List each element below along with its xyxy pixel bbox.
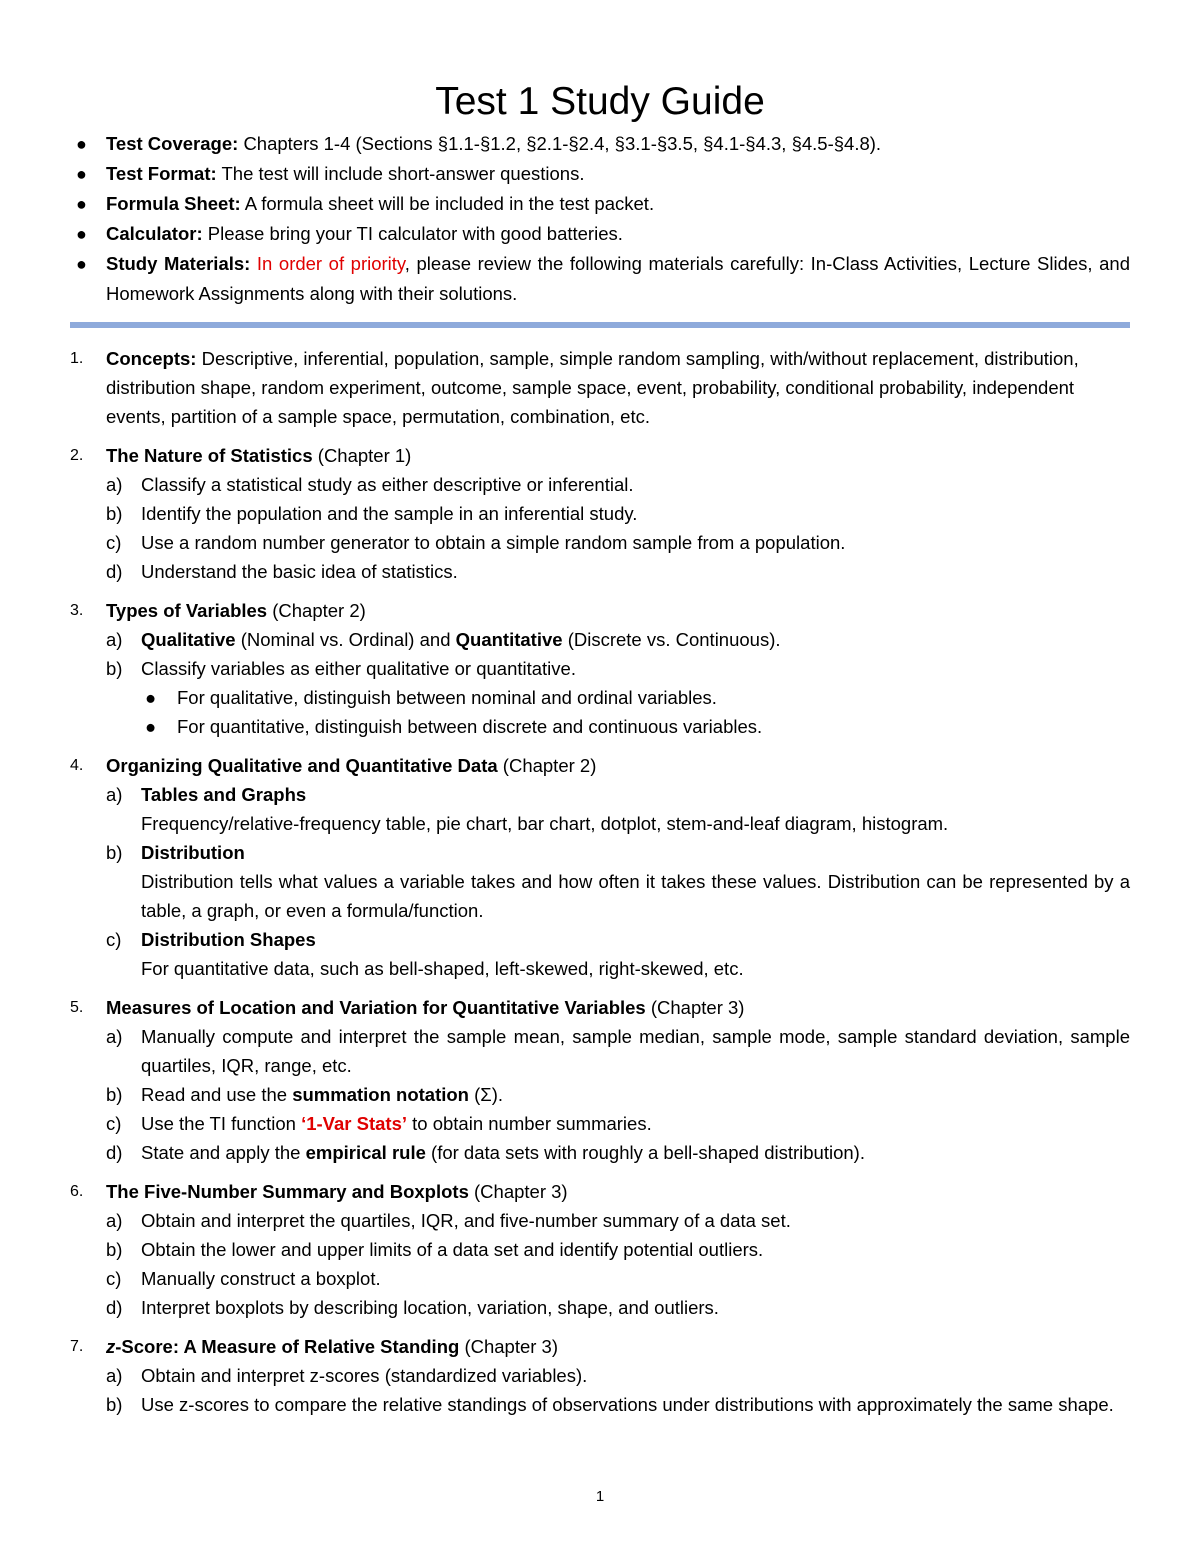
list-item: d) State and apply the empirical rule (for data sets with roughly a bell-shaped distribution). [106, 1142, 865, 1163]
list-item: a) Qualitative (Nominal vs. Ordinal) and Quantitative (Discrete vs. Continuous). [106, 629, 781, 650]
list-item: c) Manually construct a boxplot. [106, 1268, 381, 1289]
list-item: b) Classify variables as either qualitative or quantitative. ● For qualitative, distinguish between nominal and ordinal variables. ● For quantitative, distinguish between discrete and continuous variables. [106, 654, 1130, 741]
section-z-score: 7. z-Score: A Measure of Relative Standing (Chapter 3) a) Obtain and interpret z-scores (standardized variables). b) Use z-scores to compare the relative standings of observations under distributions with approximately the same shape. [70, 1332, 1130, 1419]
section-nature-of-statistics: 2. The Nature of Statistics (Chapter 1) a) Classify a statistical study as either descriptive or inferential. b) Identify the population and the sample in an inferential study. c) Use a random number generator to obtain a simple random sample from a population. d) Understand the basic idea of statistics. [70, 441, 1130, 586]
list-item: b) Use z-scores to compare the relative standings of observations under distributions with approximately the same shape. [106, 1394, 1114, 1415]
bullet-icon: ● [76, 254, 87, 274]
list-item: b) Identify the population and the sample in an inferential study. [106, 503, 638, 524]
section-divider [70, 322, 1130, 328]
list-item: d) Interpret boxplots by describing location, variation, shape, and outliers. [106, 1297, 719, 1318]
section-measures: 5. Measures of Location and Variation for Quantitative Variables (Chapter 3) a) Manually compute and interpret the sample mean, sample median, sample mode, sample standard deviation, sample quartiles, IQR, range, etc. b) Read and use the summation notation (Σ). c) Use the TI function ‘1-Var Stats’ to obtain number summaries. d) State and apply the empirical rule (for data sets with roughly a bell-shaped distribution). [70, 993, 1130, 1167]
bullet-icon: ● [76, 224, 87, 244]
page-number: 1 [595, 1488, 605, 1505]
bullet-icon: ● [76, 194, 87, 214]
bullet-icon: ● [76, 164, 87, 184]
overview-formula: ● Formula Sheet: A formula sheet will be included in the test packet. [70, 189, 1130, 219]
section-five-number-summary: 6. The Five-Number Summary and Boxplots (Chapter 3) a) Obtain and interpret the quartiles, IQR, and five-number summary of a data set. b) Obtain the lower and upper limits of a data set and identify potential outliers. c) Manually construct a boxplot. d) Interpret boxplots by describing location, variation, shape, and outliers. [70, 1177, 1130, 1322]
overview-calculator: ● Calculator: Please bring your TI calculator with good batteries. [70, 219, 1130, 249]
page-title: Test 1 Study Guide [435, 80, 765, 123]
bullet-icon: ● [145, 687, 157, 708]
bullet-icon: ● [145, 716, 157, 737]
bullet-icon: ● [76, 134, 87, 154]
overview-format: ● Test Format: The test will include short-answer questions. [70, 159, 1130, 189]
section-concepts: 1. Concepts: Descriptive, inferential, population, sample, simple random sampling, with/without replacement, distribution, distribution shape, random experiment, outcome, sample space, event, probability, conditional probability, independent events, partition of a sample space, permutation, combination, etc. [70, 348, 1079, 427]
list-item: d) Understand the basic idea of statistics. [106, 561, 458, 582]
overview-list [70, 129, 1130, 309]
list-item: c) Use the TI function ‘1-Var Stats’ to obtain number summaries. [106, 1113, 652, 1134]
list-item: b) Obtain the lower and upper limits of a data set and identify potential outliers. [106, 1239, 764, 1260]
list-item: a) Obtain and interpret z-scores (standardized variables). [106, 1365, 588, 1386]
overview-coverage: ● Test Coverage: Chapters 1-4 (Sections §1.1-§1.2, §2.1-§2.4, §3.1-§3.5, §4.1-§4.3, §4.5-§4.8). [70, 129, 1130, 159]
topics-list [70, 344, 1130, 1429]
sub-bullet: ● For quantitative, distinguish between discrete and continuous variables. [141, 712, 1130, 741]
section-organizing-data: 4. Organizing Qualitative and Quantitative Data (Chapter 2) a) Tables and Graphs Frequency/relative-frequency table, pie chart, bar chart, dotplot, stem-and-leaf diagram, histogram. b) Distribution Distribution tells what values a variable takes and how often it takes these values. Distribution can be represented by a table, a graph, or even a formula/function. c) Distribution Shapes For quantitative data, such as bell-shaped, left-skewed, right-skewed, etc. [70, 751, 1130, 983]
list-item: a) Manually compute and interpret the sample mean, sample median, sample mode, sample standard deviation, sample quartiles, IQR, range, etc. [106, 1026, 1130, 1076]
list-item: a) Classify a statistical study as either descriptive or inferential. [106, 474, 634, 495]
overview-materials: ● Study Materials: In order of priority, please review the following materials carefully: In-Class Activities, Lecture Slides, and Homework Assignments along with their solutions. [70, 249, 1130, 309]
list-item: a) Tables and Graphs Frequency/relative-frequency table, pie chart, bar chart, dotplot, stem-and-leaf diagram, histogram. [106, 784, 949, 834]
list-item: b) Distribution Distribution tells what values a variable takes and how often it takes these values. Distribution can be represented by a table, a graph, or even a formula/function. [106, 842, 1130, 921]
list-item: a) Obtain and interpret the quartiles, IQR, and five-number summary of a data set. [106, 1210, 791, 1231]
sub-bullet: ● For qualitative, distinguish between nominal and ordinal variables. [141, 683, 1130, 712]
list-item: c) Use a random number generator to obtain a simple random sample from a population. [106, 532, 846, 553]
section-types-of-variables: 3. Types of Variables (Chapter 2) a) Qualitative (Nominal vs. Ordinal) and Quantitative (Discrete vs. Continuous). b) Classify variables as either qualitative or quantitative. ● For qualitative, distinguish between nominal and ordinal variables. ● For quantitative, distinguish between discrete and continuous variables. [70, 596, 1130, 741]
list-item: c) Distribution Shapes For quantitative data, such as bell-shaped, left-skewed, right-skewed, etc. [106, 929, 744, 979]
list-item: b) Read and use the summation notation (Σ). [106, 1084, 504, 1105]
